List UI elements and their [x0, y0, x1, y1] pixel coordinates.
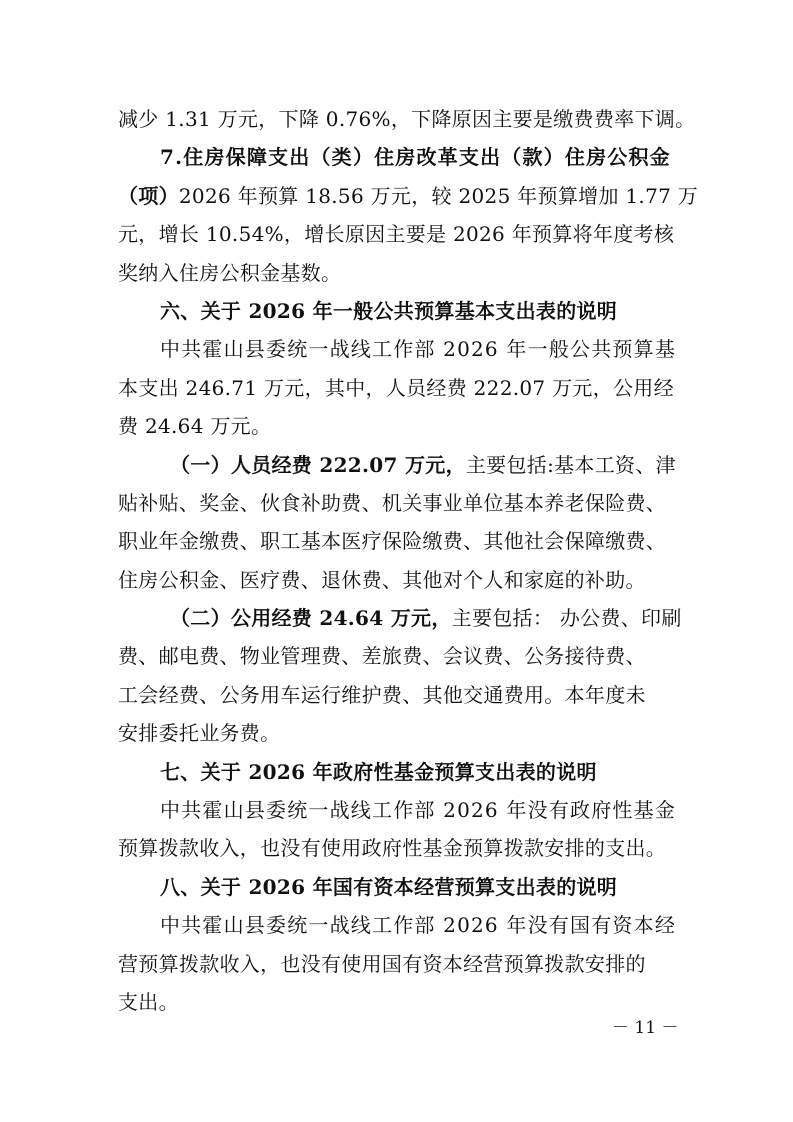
section-heading-8: 八、关于 2026 年国有资本经营预算支出表的说明 — [160, 874, 618, 899]
paragraph-line — [118, 177, 699, 215]
paragraph-line: 中共霍山县委统一战线工作部 2026 年一般公共预算基 — [160, 337, 677, 362]
page-number: － 11 － — [612, 1018, 679, 1038]
paragraph-text: 主要包括： 办公费、印刷 — [451, 606, 682, 631]
paragraph-text: 主要包括:基本工资、津 — [465, 452, 676, 477]
paragraph-line: 中共霍山县委统一战线工作部 2026 年没有国有资本经 — [160, 913, 677, 938]
paragraph-line: 贴补贴、奖金、伙食补助费、机关事业单位基本养老保险费、 — [118, 490, 667, 515]
paragraph-line: 职业年金缴费、职工基本医疗保险缴费、其他社会保障缴费、 — [118, 529, 667, 554]
paragraph-line: 费、邮电费、物业管理费、差旅费、会议费、公务接待费、 — [118, 644, 646, 669]
subsection-heading-public: （二）公用经费 24.64 万元， — [170, 606, 452, 631]
section-heading-7: 七、关于 2026 年政府性基金预算支出表的说明 — [160, 759, 597, 784]
section-heading-6: 六、关于 2026 年一般公共预算基本支出表的说明 — [160, 298, 618, 323]
paragraph-line: 安排委托业务费。 — [118, 721, 281, 746]
paragraph-line: 住房公积金、医疗费、退休费、其他对个人和家庭的补助。 — [118, 567, 646, 592]
paragraph-line: 工会经费、公务用车运行维护费、其他交通费用。本年度未 — [118, 682, 646, 707]
paragraph-line: 营预算拨款收入，也没有使用国有资本经营预算拨款安排的 — [118, 951, 646, 976]
subsection-heading-personnel: （一）人员经费 222.07 万元， — [170, 452, 466, 477]
paragraph-line — [118, 599, 682, 637]
paragraph-line: 元，增长 10.54%，增长原因主要是 2026 年预算将年度考核 — [118, 222, 675, 247]
subsection-heading-housing: 7.住房保障支出（类）住房改革支出（款）住房公积金 — [160, 145, 671, 170]
paragraph-text: 2026 年预算 18.56 万元，较 2025 年预算增加 1.77 万 — [178, 183, 699, 208]
heading-suffix: （项） — [118, 183, 179, 208]
document-body — [118, 100, 699, 1021]
paragraph-line: 奖纳入住房公积金基数。 — [118, 260, 342, 285]
paragraph-line — [118, 446, 674, 484]
paragraph-line: 费 24.64 万元。 — [118, 414, 272, 439]
paragraph-line: 减少 1.31 万元，下降 0.76%，下降原因主要是缴费费率下调。 — [118, 107, 696, 131]
paragraph-line: 支出。 — [118, 989, 179, 1014]
paragraph-line: 本支出 246.71 万元，其中，人员经费 222.07 万元，公用经 — [118, 375, 674, 400]
paragraph-line: 中共霍山县委统一战线工作部 2026 年没有政府性基金 — [160, 798, 677, 823]
paragraph-line: 预算拨款收入，也没有使用政府性基金预算拨款安排的支出。 — [118, 836, 667, 861]
